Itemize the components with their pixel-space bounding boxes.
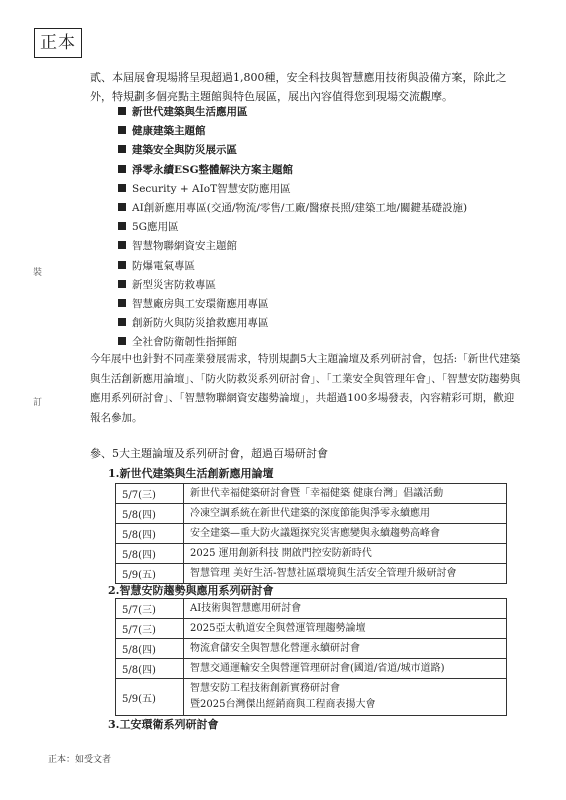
session-title: AI技術與智慧應用研討會: [190, 602, 302, 614]
exhibition-zone-item: [118, 218, 467, 237]
session-title: 物流倉儲安全與智慧化營運永續研討會: [190, 642, 360, 654]
exhibition-zone-label: 健康建築主題館: [132, 125, 206, 138]
session-title-cell: [184, 659, 507, 679]
session-date: 5/8(四): [116, 544, 184, 564]
schedule-row: [116, 524, 507, 544]
session-title-cell: [184, 619, 507, 639]
session-title-cell: [184, 564, 507, 584]
square-bullet-icon: [118, 126, 126, 134]
exhibition-zone-item: [118, 122, 467, 141]
session-date: 5/7(三): [116, 599, 184, 619]
session-title: 2025 運用創新科技 開啟門控安防新時代: [190, 547, 372, 559]
session-title: 安全建築—重大防火議題探究災害應變與永續趨勢高峰會: [190, 527, 440, 539]
exhibition-zone-label: 智慧物聯網資安主題館: [132, 240, 237, 253]
exhibition-zone-label: 建築安全與防災展示區: [132, 144, 237, 157]
session-title-cell: [184, 544, 507, 564]
exhibition-zone-label: 新型災害防救專區: [132, 278, 216, 291]
footer-recipient: 正本：如受文者: [48, 755, 112, 765]
schedule-row: [116, 639, 507, 659]
square-bullet-icon: [118, 299, 126, 307]
session-title: 新世代幸福健築研討會暨「幸福健築 健康台灣」倡議活動: [190, 487, 444, 499]
session-date: 5/8(四): [116, 639, 184, 659]
session-title: 智慧管理 美好生活-智慧社區環境與生活安全管理升級研討會: [190, 567, 457, 579]
session-title: 冷凍空調系統在新世代建築的深度節能與淨零永續應用: [190, 507, 430, 519]
session-title-cell: [184, 639, 507, 659]
square-bullet-icon: [118, 203, 126, 211]
exhibition-zone-label: 新世代建築與生活應用區: [132, 106, 248, 118]
session-date: 5/8(四): [116, 504, 184, 524]
square-bullet-icon: [118, 261, 126, 269]
square-bullet-icon: [118, 165, 126, 173]
exhibition-zone-item: [118, 314, 467, 333]
exhibition-zone-label: Security + AIoT智慧安防應用區: [132, 182, 291, 195]
session-date: 5/9(五): [116, 564, 184, 584]
binding-mark-bottom: 訂: [33, 398, 43, 408]
session-title-line-2: 暨2025台灣傑出經銷商與工程商表揚大會: [190, 699, 376, 710]
exhibition-zone-item: [118, 161, 467, 180]
exhibition-zone-list: [118, 103, 467, 352]
exhibition-zone-item: [118, 141, 467, 160]
exhibition-zone-item: [118, 276, 467, 295]
exhibition-zone-item: [118, 237, 467, 256]
forum-note-paragraph: 今年展中也針對不同產業發展需求，特別規劃5大主題論壇及系列研討會，包括:「新世代建築與生活創新應用論壇」、「防火防救災系列研討會」、「工業安全與管理年會」、「智慧安防趨勢與應用系列研討會」、「智慧物聯網資安趨勢論壇」，共超過100多場發表，內容精彩可期，歡迎報名參加。: [90, 353, 521, 424]
session-title: 2025亞太軌道安全與營運管理趨勢論壇: [190, 622, 366, 634]
exhibition-zone-label: 5G應用區: [132, 221, 179, 234]
section-3-heading: 參、5大主題論壇及系列研討會，超過百場研討會: [90, 447, 328, 460]
session-date: 5/7(三): [116, 484, 184, 504]
schedule-row: [116, 659, 507, 679]
exhibition-zone-label: 創新防火與防災搶救應用專區: [132, 317, 269, 330]
subheading-forum-2: 2.智慧安防趨勢與應用系列研討會: [108, 584, 274, 597]
exhibition-zone-label: 防爆電氣專區: [132, 259, 195, 272]
schedule-row: [116, 619, 507, 639]
session-date: 5/8(四): [116, 524, 184, 544]
exhibition-zone-item: [118, 103, 467, 122]
schedule-row: [116, 599, 507, 619]
session-title-cell: [184, 599, 507, 619]
exhibition-zone-label: 智慧廠房與工安環衛應用專區: [132, 297, 269, 310]
session-title-cell: [184, 524, 507, 544]
schedule-row: [116, 679, 507, 716]
subheading-forum-3: 3.工安環衛系列研討會: [108, 718, 219, 731]
session-title-cell: [184, 679, 507, 716]
square-bullet-icon: [118, 222, 126, 230]
square-bullet-icon: [118, 107, 126, 115]
subheading-forum-1: 1.新世代建築與生活創新應用論壇: [108, 467, 274, 480]
square-bullet-icon: [118, 318, 126, 326]
exhibition-zone-item: [118, 180, 467, 199]
exhibition-zone-label: 淨零永續ESG整體解決方案主題館: [132, 163, 294, 176]
section-2-paragraph: 貳、本屆展會現場將呈現超過1,800種，安全科技與智慧應用技術與設備方案，除此之外，特規劃多個亮點主題館與特色展區，展出內容值得您到現場交流觀摩。: [90, 71, 507, 103]
schedule-row: [116, 544, 507, 564]
session-title-cell: [184, 484, 507, 504]
binding-mark-top: 裝: [33, 268, 43, 278]
session-date: 5/9(五): [116, 679, 184, 716]
session-title: 智慧安防工程技術創新實務研討會: [190, 683, 340, 694]
square-bullet-icon: [118, 241, 126, 249]
exhibition-zone-label: AI創新應用專區(交通/物流/零售/工廠/醫療長照/建築工地/關鍵基礎設施): [132, 201, 468, 214]
schedule-table-1: [115, 483, 507, 584]
exhibition-zone-item: [118, 257, 467, 276]
square-bullet-icon: [118, 184, 126, 192]
session-date: 5/8(四): [116, 659, 184, 679]
original-copy-stamp: 正本: [34, 28, 82, 58]
schedule-row: [116, 564, 507, 584]
schedule-table-2: [115, 598, 507, 716]
square-bullet-icon: [118, 145, 126, 153]
square-bullet-icon: [118, 280, 126, 288]
schedule-row: [116, 484, 507, 504]
schedule-row: [116, 504, 507, 524]
exhibition-zone-item: [118, 199, 467, 218]
square-bullet-icon: [118, 337, 126, 345]
session-title-cell: [184, 504, 507, 524]
exhibition-zone-item: [118, 295, 467, 314]
session-date: 5/7(三): [116, 619, 184, 639]
exhibition-zone-label: 全社會防衛韌性指揮館: [132, 336, 237, 349]
session-title: 智慧交通運輸安全與營運管理研討會(國道/省道/城市道路): [190, 662, 445, 674]
